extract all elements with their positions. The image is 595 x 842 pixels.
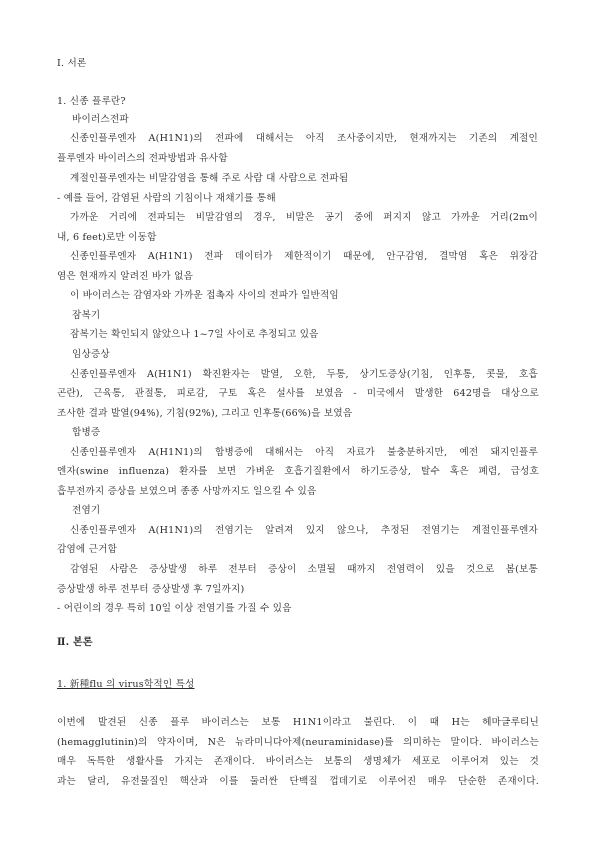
- paragraph-line: 엔자(swine influenza) 환자를 보면 가벼운 호흡기질환에서 하기도증상, 탈수 혹은 폐렴, 급성호: [57, 466, 539, 477]
- question-heading: 1. 신종 플루란?: [57, 96, 126, 107]
- subheading-symptoms: 임상증상: [72, 349, 110, 360]
- paragraph-line: 잠복기는 확인되지 않았으나 1~7일 사이로 추정되고 있음: [70, 329, 319, 340]
- subheading-complications: 합병증: [72, 427, 101, 438]
- paragraph-line: - 어린이의 경우 특히 10일 이상 전염기를 가질 수 있음: [57, 603, 292, 614]
- paragraph-line: (hemagglutinin)의 약자이며, N은 뉴라미니다아제(neuraminidase)를 의미하는 말이다. 바이러스는: [57, 737, 539, 748]
- paragraph-line: 과는 달리, 유전물질인 핵산과 이를 둘러싼 단백질 껍데기로 이루어진 매우 단순한 존재이다.: [57, 776, 539, 787]
- paragraph-line: 가까운 거리에 전파되는 비말감염의 경우, 비말은 공기 중에 퍼지지 않고 가까운 거리(2m이: [70, 212, 538, 223]
- section-2-heading: Ⅱ. 본론: [57, 637, 93, 648]
- paragraph-line: 신종인플루엔자 A(H1N1) 확진환자는 발열, 오한, 두통, 상기도증상(기침, 인후통, 콧물, 호흡: [70, 369, 538, 380]
- paragraph-line: 신종인플루엔자 A(H1N1)의 전염기는 알려져 있지 않으나, 추정된 전염기는 계절인플루엔자: [70, 525, 538, 536]
- paragraph-line: 계절인플루엔자는 비말감염을 통해 주로 사람 대 사람으로 전파됨: [70, 173, 349, 184]
- paragraph-line: 신종인플루엔자 A(H1N1)의 합병증에 대해서는 아직 자료가 불충분하지만, 예전 돼지인플루: [70, 447, 538, 458]
- paragraph-line: 곤란), 근육통, 관절통, 피로감, 구토 혹은 설사를 보였음 - 미국에서 발생한 642명을 대상으로: [57, 388, 539, 399]
- section-1-heading: Ⅰ. 서론: [57, 58, 87, 69]
- paragraph-line: 감염에 근거함: [57, 544, 118, 555]
- paragraph-line: 내, 6 feet)로만 이동함: [57, 232, 157, 243]
- paragraph-line: 신종인플루엔자 A(H1N1) 전파 데이터가 제한적이기 때문에, 안구감염, 결막염 혹은 위장감: [70, 251, 538, 262]
- subheading-transmission: 바이러스전파: [72, 114, 129, 125]
- paragraph-line: 염은 현재까지 알려진 바가 없음: [57, 271, 194, 282]
- subheading-infectious-period: 전염기: [72, 505, 101, 516]
- paragraph-line: 증상발생 하루 전부터 증상발생 후 7일까지): [57, 584, 245, 595]
- paragraph-line: 플루엔자 바이러스의 전파방법과 유사함: [57, 153, 228, 164]
- paragraph-line: 이번에 발견된 신종 플루 바이러스는 보통 H1N1이라고 불린다. 이 때 H는 헤마글루티닌: [57, 717, 539, 728]
- paragraph-line: 조사한 결과 발열(94%), 기침(92%), 그리고 인후통(66%)을 보였음: [57, 408, 353, 419]
- paragraph-line: 감염된 사람은 증상발생 하루 전부터 증상이 소멸될 때까지 전염력이 있을 것으로 봄(보통: [70, 564, 538, 575]
- paragraph-line: 매우 독특한 생활사를 가지는 존재이다. 바이러스는 보통의 생명체가 세포로 이루어져 있는 것: [57, 756, 539, 767]
- paragraph-line: 흡부전까지 증상을 보였으며 종종 사망까지도 일으킬 수 있음: [57, 486, 317, 497]
- paragraph-line: 신종인플루엔자 A(H1N1)의 전파에 대해서는 아직 조사중이지만, 현재까지는 기존의 계절인: [70, 133, 538, 144]
- paragraph-line: 이 바이러스는 감염자와 가까운 접촉자 사이의 전파가 일반적임: [70, 290, 339, 301]
- subheading-incubation: 잠복기: [72, 310, 101, 321]
- section-2-subheading: 1. 新種flu 의 virus학적인 특성: [57, 679, 195, 690]
- paragraph-line: - 예를 들어, 감염된 사람의 기침이나 재채기를 통해: [57, 193, 276, 204]
